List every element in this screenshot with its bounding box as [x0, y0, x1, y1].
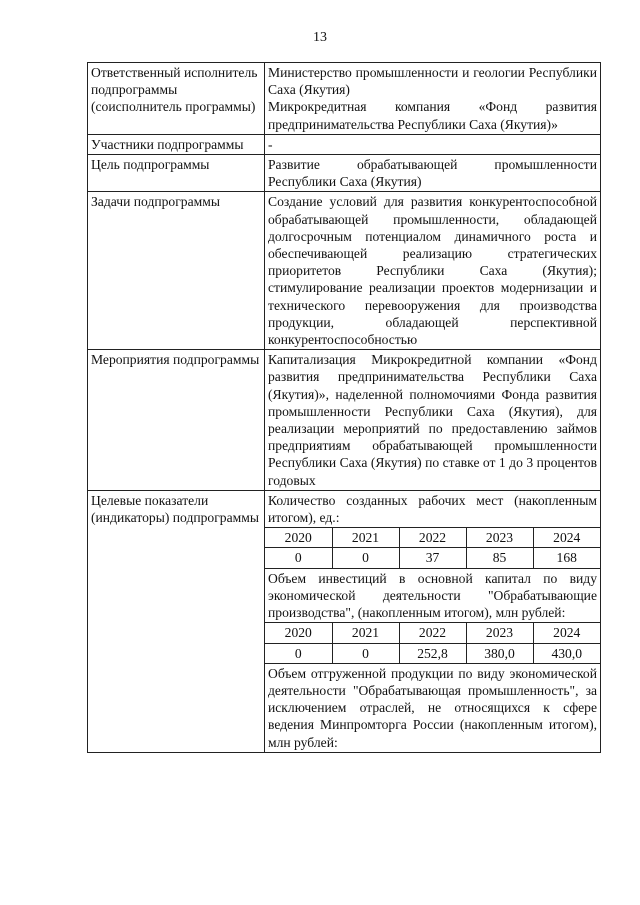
value-cell: 85	[466, 548, 533, 568]
value-cell: 252,8	[399, 643, 466, 663]
row-value-tasks: Создание условий для развития конкурентоспособной обрабатывающей промышленности, обладающей долгосрочным потенциалом динамичного роста и обеспечивающей реализацию стратегических приоритетов Республики Саха (Якутия); стимулирование реализации проектов модернизации и технического перевооружения для производства продукции, обладающей перспективной конкурентоспособностью	[265, 192, 601, 350]
row-label-executor: Ответственный исполнитель подпрограммы (соисполнитель программы)	[88, 63, 265, 135]
row-label-goal: Цель подпрограммы	[88, 155, 265, 192]
year-cell: 2023	[466, 528, 533, 548]
executor-paragraph: Микрокредитная компания «Фонд развития предпринимательства Республики Саха (Якутия)»	[268, 99, 597, 132]
value-cell: 0	[265, 548, 332, 568]
year-cell: 2024	[533, 623, 600, 643]
value-cell: 37	[399, 548, 466, 568]
row-label-measures: Мероприятия подпрограммы	[88, 350, 265, 491]
indicator-text: Количество созданных рабочих мест (накопленным итогом), ед.:	[268, 492, 597, 526]
row-value-executor	[265, 63, 601, 135]
value-cell: 168	[533, 548, 600, 568]
row-value-goal: Развитие обрабатывающей промышленности Республики Саха (Якутия)	[265, 155, 601, 192]
indicator-table	[265, 622, 600, 662]
year-cell: 2021	[332, 528, 399, 548]
value-cell: 380,0	[466, 643, 533, 663]
table-row	[88, 490, 601, 752]
value-cell: 430,0	[533, 643, 600, 663]
table-row	[88, 134, 601, 154]
year-cell: 2023	[466, 623, 533, 643]
value-cell: 0	[332, 643, 399, 663]
row-value-measures: Капитализация Микрокредитной компании «Фонд развития предпринимательства Республики Саха (Якутия)», наделенной полномочиями Фонда развития промышленности Республики Саха (Якутия), для реализации мероприятий по предоставлению займов предприятиям обрабатывающей промышленности Республики Саха (Якутия) по ставке от 1 до 3 процентов годовых	[265, 350, 601, 491]
year-cell: 2020	[265, 623, 332, 643]
table-row	[88, 63, 601, 135]
indicator-values-row	[265, 643, 600, 663]
executor-paragraph: Министерство промышленности и геологии Республики Саха (Якутия)	[268, 65, 597, 98]
year-cell: 2022	[399, 528, 466, 548]
value-cell: 0	[265, 643, 332, 663]
table-row	[88, 155, 601, 192]
row-label-tasks: Задачи подпрограммы	[88, 192, 265, 350]
table-row	[88, 350, 601, 491]
passport-table	[87, 62, 601, 753]
row-label-participants: Участники подпрограммы	[88, 134, 265, 154]
indicator-years-row	[265, 528, 600, 548]
value-cell: 0	[332, 548, 399, 568]
row-value-indicators	[265, 490, 601, 752]
indicator-values-row	[265, 548, 600, 568]
year-cell: 2021	[332, 623, 399, 643]
table-row	[88, 192, 601, 350]
page-number: 13	[313, 30, 327, 45]
row-label-indicators: Целевые показатели (индикаторы) подпрограммы	[88, 490, 265, 752]
row-value-participants: -	[265, 134, 601, 154]
year-cell: 2022	[399, 623, 466, 643]
indicator-text: Объем инвестиций в основной капитал по виду экономической деятельности "Обрабатывающие производства", (накопленным итогом), млн рублей:	[268, 570, 597, 621]
indicator-text: Объем отгруженной продукции по виду экономической деятельности "Обрабатывающая промышленность", за исключением отраслей, не относящихся к сфере ведения Минпромторга России (накопленным итогом), млн рублей:	[268, 665, 597, 750]
indicator-table	[265, 527, 600, 567]
year-cell: 2020	[265, 528, 332, 548]
year-cell: 2024	[533, 528, 600, 548]
indicator-years-row	[265, 623, 600, 643]
